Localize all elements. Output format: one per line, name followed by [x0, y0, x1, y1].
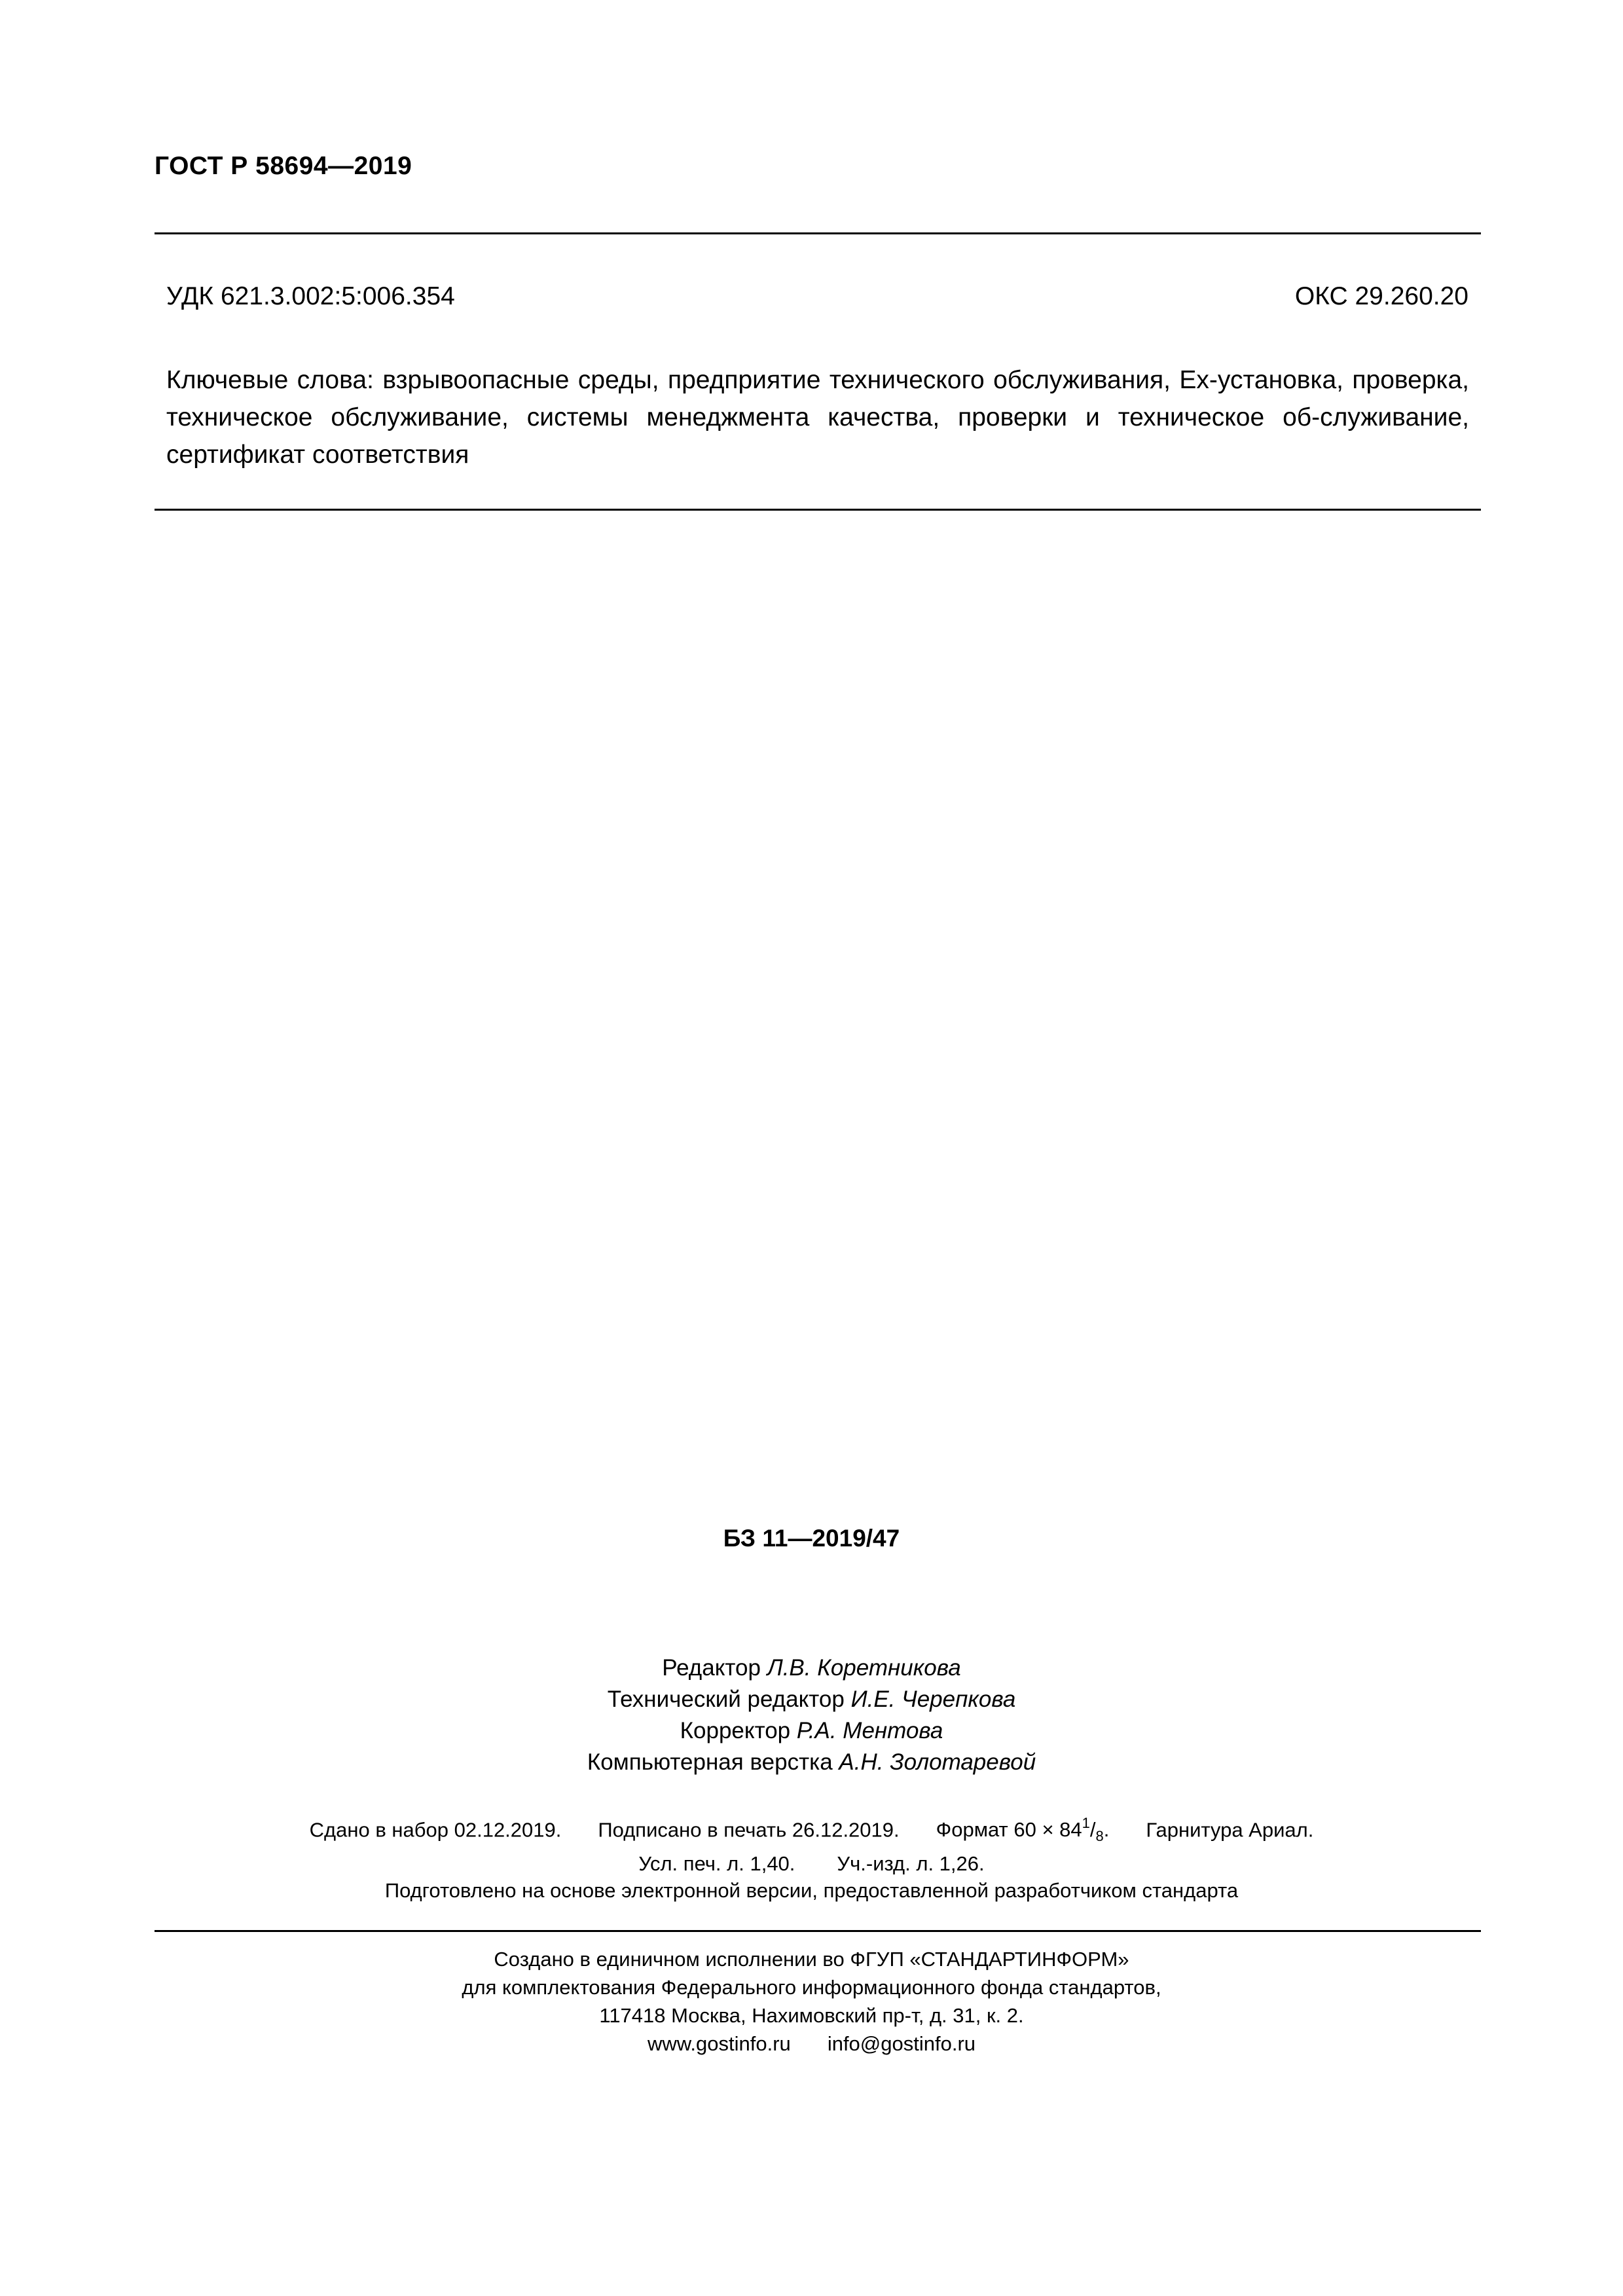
bz-number: БЗ 11—2019/47 [723, 1525, 900, 1552]
print-format: Формат $60 \times 84^1/_8$. [936, 1815, 1110, 1845]
credit-line-proofreader [0, 1715, 1623, 1747]
credit-role: Корректор [680, 1718, 791, 1743]
print-info-line-1 [0, 1811, 1623, 1850]
print-info-block [0, 1811, 1623, 1904]
format-prefix: Формат 60 × 84 [936, 1818, 1082, 1842]
publisher-block [0, 1945, 1623, 2058]
udk-code: УДК 621.3.002:5:006.354 [166, 282, 455, 310]
credit-person: Р.А. Ментова [796, 1718, 943, 1743]
top-divider [155, 232, 1481, 234]
publisher-divider [155, 1930, 1481, 1932]
credit-line-layout [0, 1747, 1623, 1778]
credits-block [0, 1652, 1623, 1778]
credit-line-tech-editor [0, 1684, 1623, 1715]
credit-role: Редактор [662, 1655, 761, 1681]
prepared-note: Подготовлено на основе электронной версии, предоставленной разработчиком стандарта [384, 1878, 1239, 1902]
publisher-line-1: Создано в единичном исполнении во ФГУП «СТАНДАРТИНФОРМ» [494, 1948, 1129, 1971]
publisher-line-2: для комплектования Федерального информационного фонда стандартов, [462, 1976, 1161, 1999]
keywords-paragraph: Ключевые слова: взрывоопасные среды, предприятие технического обслуживания, Ex-установка, проверка, техническое обслуживание, системы менеджмента качества, проверки и техническое об-служивание, сертификат соответствия [166, 366, 1469, 469]
format-suffix: . [1103, 1818, 1110, 1842]
document-code: ГОСТ Р 58694—2019 [155, 152, 412, 180]
print-sheets: Усл. печ. л. 1,40. [638, 1851, 795, 1875]
keywords-divider [155, 509, 1481, 511]
website-link[interactable]: www.gostinfo.ru [647, 2032, 791, 2055]
credit-line-editor [0, 1652, 1623, 1684]
publisher-contacts [0, 2030, 1623, 2058]
print-info-line-2 [0, 1850, 1623, 1877]
publisher-address: 117418 Москва, Нахимовский пр-т, д. 31, к. 2. [599, 2004, 1024, 2027]
typeface: Гарнитура Ариал. [1146, 1818, 1314, 1842]
format-denominator: 8 [1095, 1828, 1104, 1845]
email-link[interactable]: info@gostinfo.ru [827, 2032, 976, 2055]
credit-person: И.Е. Черепкова [850, 1686, 1016, 1712]
publishing-sheets: Уч.-изд. л. 1,26. [837, 1851, 985, 1875]
format-numerator: 1 [1082, 1815, 1090, 1831]
signed-date: Подписано в печать 26.12.2019. [598, 1818, 900, 1842]
credit-role: Компьютерная верстка [587, 1749, 833, 1775]
submitted-date: Сдано в набор 02.12.2019. [309, 1818, 562, 1842]
credit-person: А.Н. Золотаревой [839, 1749, 1036, 1775]
credit-person: Л.В. Коретникова [767, 1655, 961, 1681]
credit-role: Технический редактор [607, 1686, 845, 1712]
oks-code: ОКС 29.260.20 [1294, 282, 1468, 310]
